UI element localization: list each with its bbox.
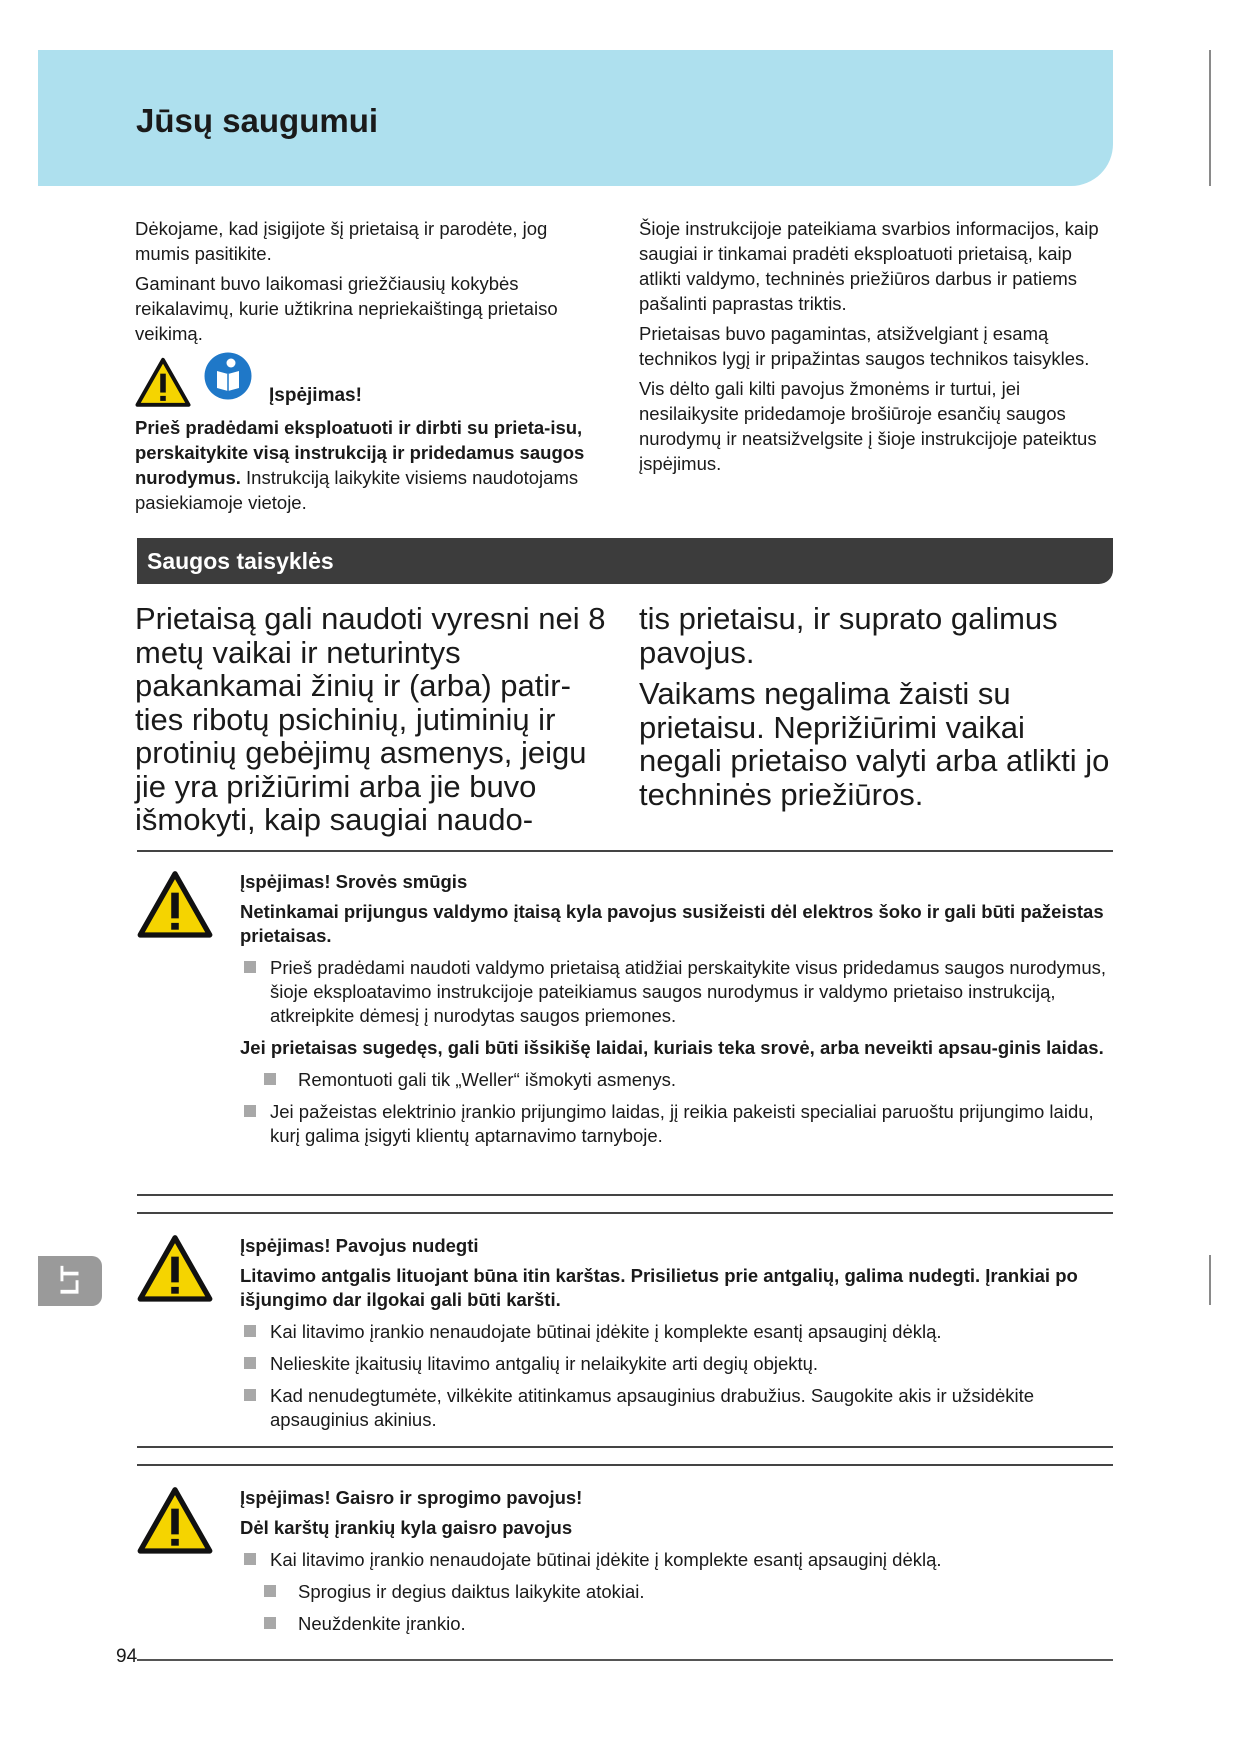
shock-warning-intro: Netinkamai prijungus valdymo įtaisą kyla pavojus susižeisti dėl elektros šoko ir gali būti pažeistas prietaisas. bbox=[240, 901, 1104, 946]
edge-line-middle bbox=[1209, 1255, 1211, 1305]
divider bbox=[137, 1194, 1113, 1196]
intro-warning-bold: Prieš pradėdami eksploatuoti ir dirbti su prieta-isu, perskaitykite visą instrukciją ir pridedamus saugos nurodymus. bbox=[135, 417, 585, 488]
header-band bbox=[38, 50, 1113, 186]
divider bbox=[137, 850, 1113, 852]
divider bbox=[137, 1446, 1113, 1448]
intro-paragraph-1: Dėkojame, kad įsigijote šį prietaisą ir parodėte, jog mumis pasitikite. bbox=[135, 218, 548, 264]
list-item: Kai litavimo įrankio nenaudojate būtinai įdėkite į komplekte esantį apsauginį dėklą. bbox=[240, 1548, 1110, 1572]
intro-warning-icons bbox=[135, 351, 605, 407]
list-item: Remontuoti gali tik „Weller“ išmokyti asmenys. bbox=[240, 1068, 1110, 1092]
warning-triangle-icon bbox=[137, 870, 213, 938]
rules-left-text: Prietaisą gali naudoti vyresni nei 8 metų vaikai ir neturintys pakankamai žinių ir (arba) patir-ties ribotų psichinių, jutiminių ir protinių gebėjimų asmenys, jeigu jie yra prižiūrimi arba jie buvo išmokyti, kaip saugiai naudo- bbox=[135, 601, 606, 837]
rules-left-column bbox=[135, 602, 615, 845]
page-number: 94 bbox=[116, 1646, 138, 1667]
rules-right-column bbox=[639, 602, 1114, 819]
section-heading-bar: Saugos taisyklės bbox=[137, 538, 1113, 584]
burn-warning-intro: Litavimo antgalis lituojant būna itin karštas. Prisilietus prie antgalių, galima nudegti. Įrankiai po išjungimo dar ilgokai gali būti karšti. bbox=[240, 1265, 1078, 1310]
intro-warning-text bbox=[135, 415, 605, 515]
fire-warning-intro: Dėl karštų įrankių kyla gaisro pavojus bbox=[240, 1517, 573, 1538]
intro-warning-label: Įspėjimas! bbox=[269, 385, 362, 406]
intro-paragraph-2: Gaminant buvo laikomasi griežčiausių kokybės reikalavimų, kurie užtikrina nepriekaištingą prietaiso veikimą. bbox=[135, 273, 558, 344]
edge-line-top bbox=[1209, 50, 1211, 186]
language-tab-label: LT bbox=[54, 1265, 85, 1296]
read-manual-icon bbox=[203, 351, 253, 401]
intro-right-column bbox=[639, 216, 1114, 481]
list-item: Jei pažeistas elektrinio įrankio prijungimo laidas, jį reikia pakeisti specialiai paruoštu prijungimo laidu, kurį galima įsigyti klientų aptarnavimo tarnyboje. bbox=[240, 1100, 1110, 1148]
intro-warning-normal: Instrukciją laikykite visiems naudotojams pasiekiamoje vietoje. bbox=[135, 467, 579, 513]
rules-right-text-1: tis prietaisu, ir suprato galimus pavojus. bbox=[639, 601, 1058, 670]
intro-right-paragraph-3: Vis dėlto gali kilti pavojus žmonėms ir turtui, jei nesilaikysite pridedamoje brošiūroje esančių saugos nurodymų ir neatsižvelgsite į šioje instrukcijoje pateiktus įspėjimus. bbox=[639, 378, 1097, 474]
intro-left-column bbox=[135, 216, 605, 520]
language-tab bbox=[38, 1256, 102, 1306]
list-item: Kai litavimo įrankio nenaudojate būtinai įdėkite į komplekte esantį apsauginį dėklą. bbox=[240, 1320, 1110, 1344]
intro-right-paragraph-2: Prietaisas buvo pagamintas, atsižvelgiant į esamą technikos lygį ir pripažintas saugos technikos taisykles. bbox=[639, 323, 1090, 369]
list-item: Neuždenkite įrankio. bbox=[240, 1612, 1110, 1636]
intro-right-paragraph-1: Šioje instrukcijoje pateikiama svarbios informacijos, kaip saugiai ir tinkamai pradėti eksploatuoti prietaisą, kaip atlikti valdymo, techninės priežiūros darbus ir patiems pašalinti paprastas triktis. bbox=[639, 218, 1099, 314]
list-item: Kad nenudegtumėte, vilkėkite atitinkamus apsauginius drabužius. Saugokite akis ir užsidėkite apsauginius akinius. bbox=[240, 1384, 1110, 1432]
shock-warning-defect: Jei prietaisas sugedęs, gali būti išsikišę laidai, kuriais teka srovė, arba neveikti apsau-ginis laidas. bbox=[240, 1037, 1104, 1058]
burn-warning-block bbox=[240, 1234, 1110, 1440]
page-title: Jūsų saugumui bbox=[136, 102, 379, 139]
divider bbox=[137, 1212, 1113, 1214]
fire-warning-title: Įspėjimas! Gaisro ir sprogimo pavojus! bbox=[240, 1487, 583, 1508]
warning-triangle-icon bbox=[137, 1234, 213, 1302]
burn-warning-title: Įspėjimas! Pavojus nudegti bbox=[240, 1235, 479, 1256]
rules-right-text-2: Vaikams negalima žaisti su prietaisu. Neprižiūrimi vaikai negali prietaiso valyti arba atlikti jo techninės priežiūros. bbox=[639, 676, 1110, 812]
shock-warning-title: Įspėjimas! Srovės smūgis bbox=[240, 871, 468, 892]
list-item: Prieš pradėdami naudoti valdymo prietaisą atidžiai perskaitykite visus pridedamus saugos nurodymus, šioje eksploatavimo instrukcijoje pateikiamus saugos nurodymus ir valdymo prietaiso instrukciją, atkreipkite dėmesį į nurodytas saugos priemones. bbox=[240, 956, 1110, 1028]
fire-warning-block bbox=[240, 1486, 1110, 1644]
warning-triangle-icon bbox=[135, 357, 191, 407]
warning-triangle-icon bbox=[137, 1486, 213, 1554]
footer-divider bbox=[137, 1659, 1113, 1661]
divider bbox=[137, 1464, 1113, 1466]
shock-warning-block bbox=[240, 870, 1110, 1156]
list-item: Nelieskite įkaitusių litavimo antgalių ir nelaikykite arti degių objektų. bbox=[240, 1352, 1110, 1376]
list-item: Sprogius ir degius daiktus laikykite atokiai. bbox=[240, 1580, 1110, 1604]
